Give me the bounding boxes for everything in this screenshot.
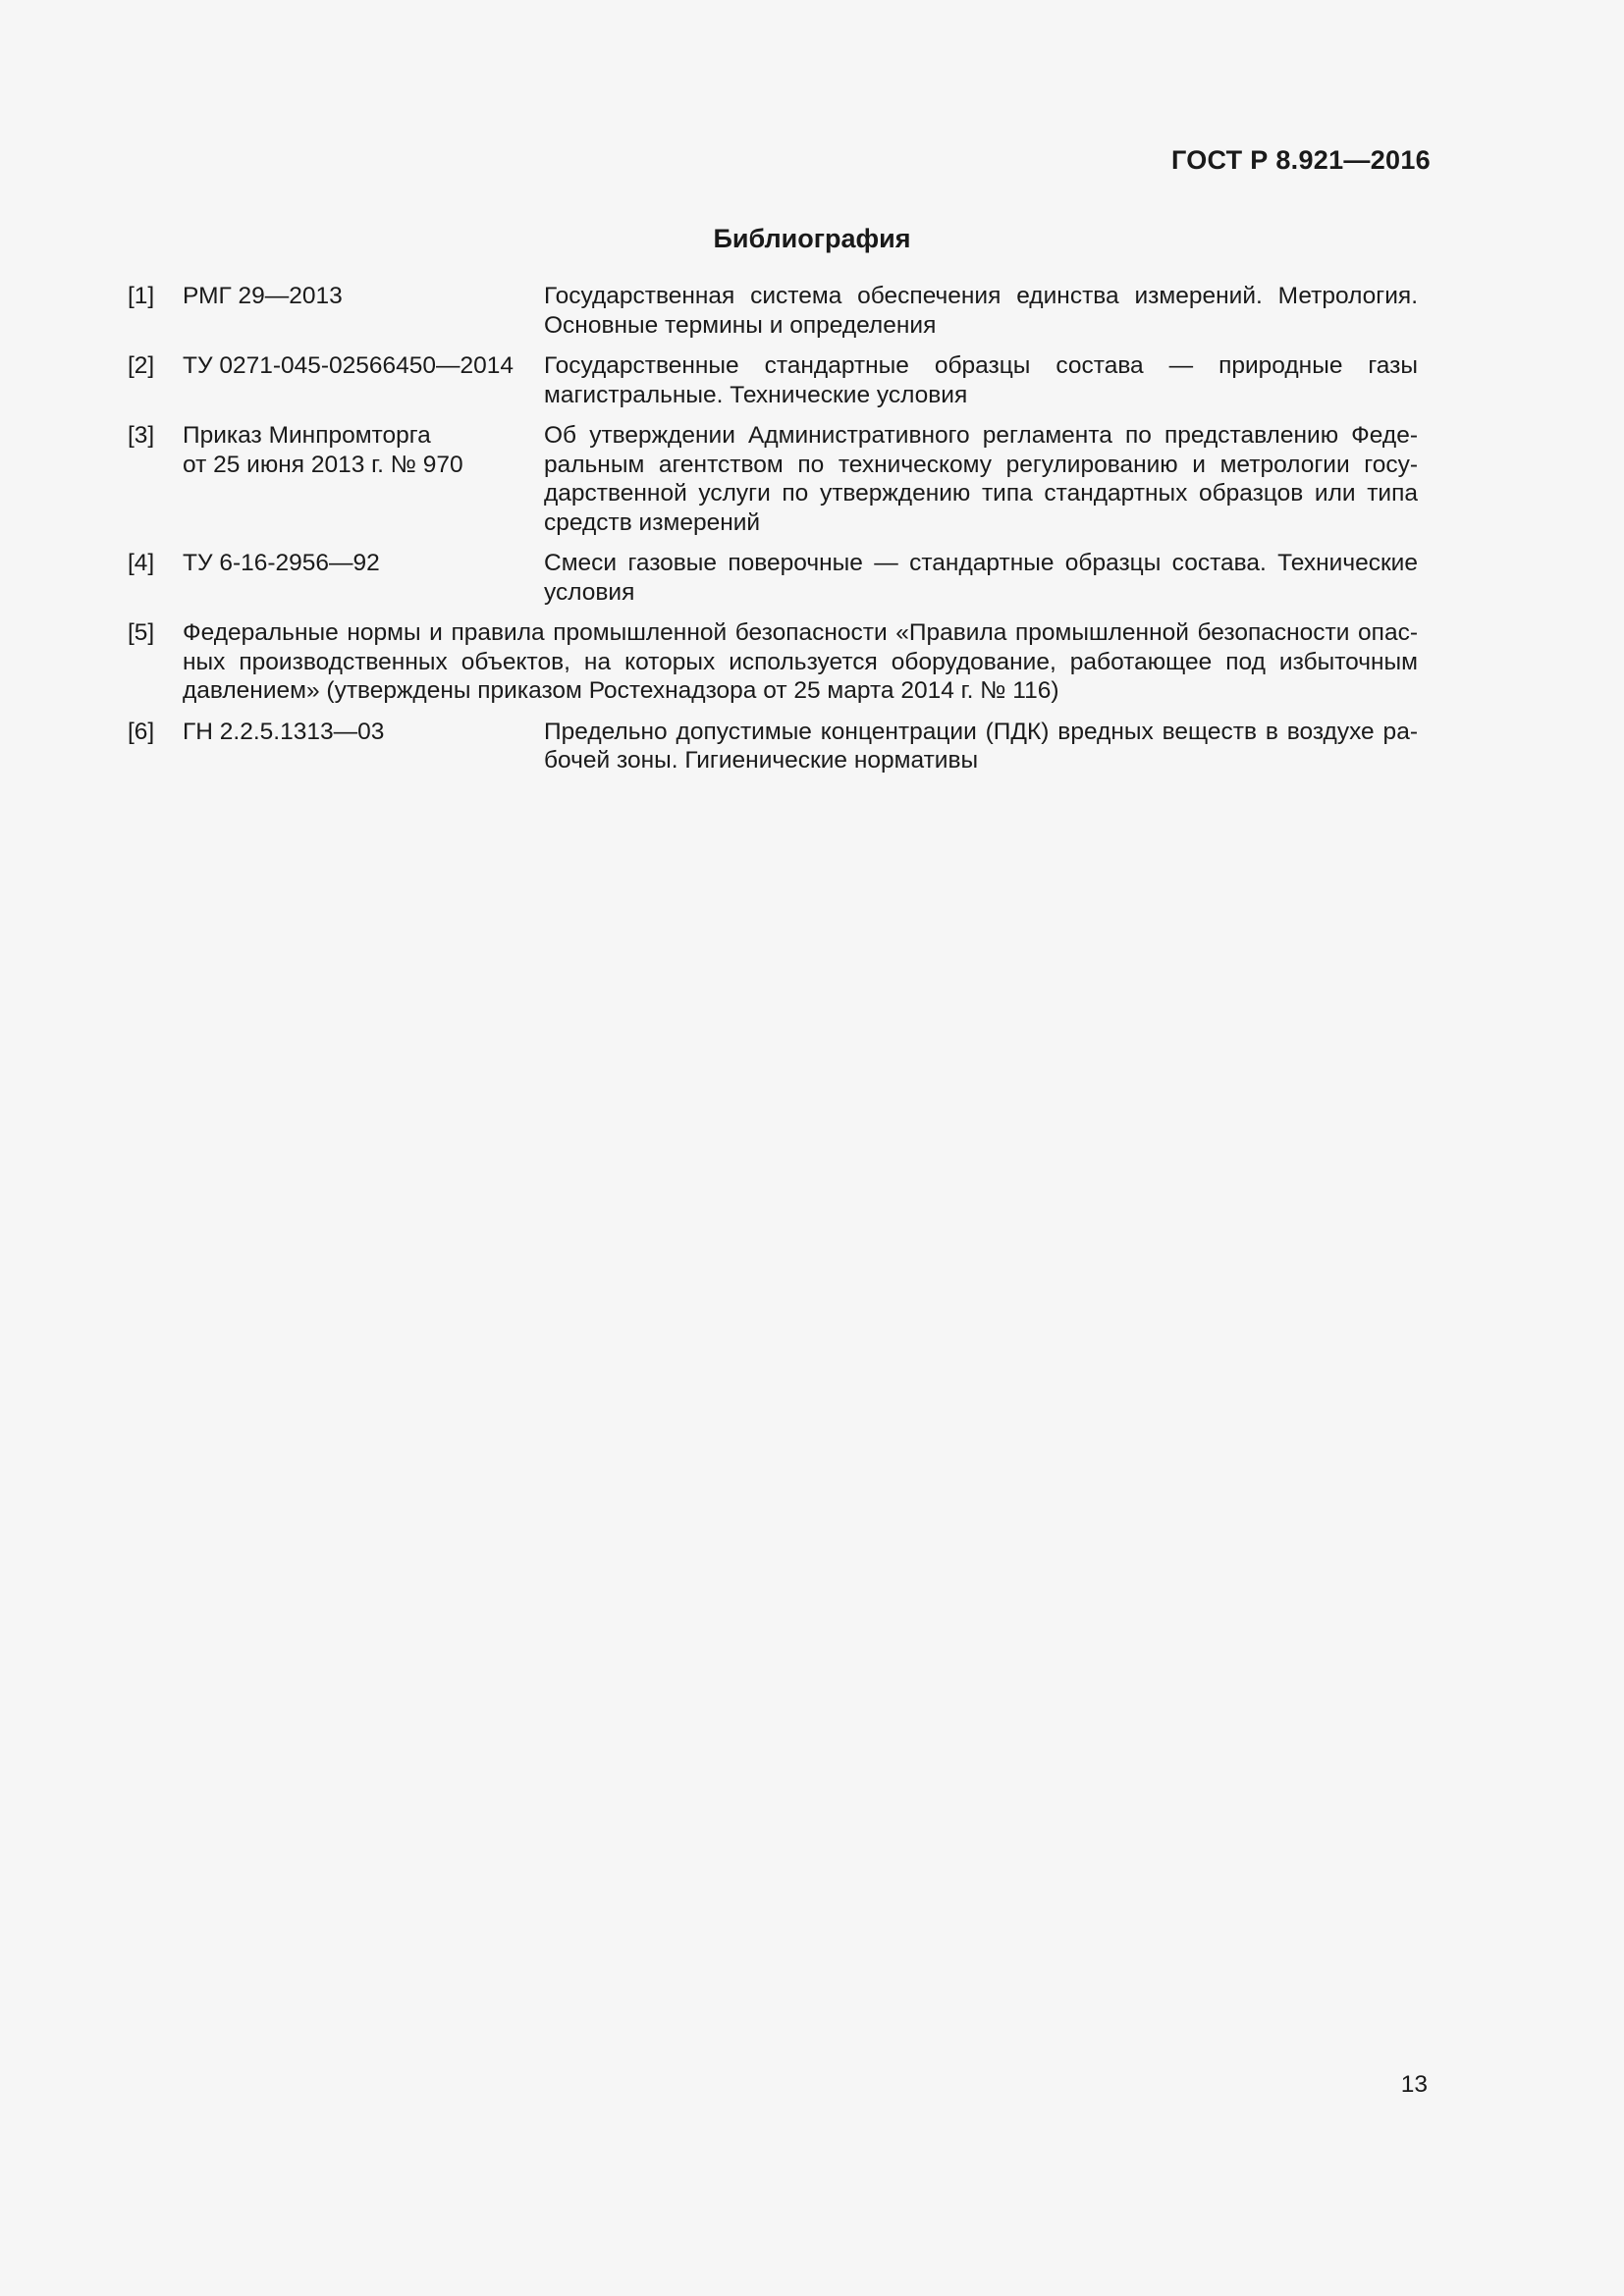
bibliography-entry-4: [128, 549, 1418, 607]
entry-description: Об утверждении Административного регламента по представлению Федеральным агентством по техническому регулированию и метрологии государственной услуги по утверждению типа стандартных образцов или типа средств измерений: [544, 422, 1418, 536]
entry-description: Федеральные нормы и правила промышленной безопасности «Правила промышленной безопасности опасных производственных объектов, на которых используется оборудование, работающее под избыточным давлением» (утверждены приказом Ростехнадзора от 25 марта 2014 г. № 116): [183, 619, 1418, 704]
bibliography-entry-5: [128, 618, 1418, 706]
entry-number: [4]: [128, 550, 155, 576]
entry-description: Государственная система обеспечения единства измерений. Метрология. Основные термины и определения: [544, 283, 1418, 339]
bibliography-entry-2: [128, 351, 1418, 409]
entry-number: [1]: [128, 283, 155, 309]
document-code-header: ГОСТ Р 8.921—2016: [1170, 145, 1431, 175]
entry-reference-code: РМГ 29—2013: [183, 283, 343, 309]
entry-description: Предельно допустимые концентрации (ПДК) вредных веществ в воздухе рабочей зоны. Гигиенические нормативы: [544, 718, 1418, 774]
entry-description: Смеси газовые поверочные — стандартные образцы состава. Технические условия: [544, 550, 1418, 606]
entry-reference-code: ТУ 6-16-2956—92: [183, 550, 380, 576]
entry-number: [2]: [128, 352, 155, 379]
entry-reference-code: ГН 2.2.5.1313—03: [183, 718, 385, 745]
bibliography-entry-1: [128, 282, 1418, 340]
bibliography-list: [128, 282, 1418, 787]
entry-number: [6]: [128, 718, 155, 745]
entry-description: Государственные стандартные образцы состава — природные газы магистральные. Технические условия: [544, 352, 1418, 408]
bibliography-title: Библиография: [713, 224, 911, 253]
entry-number: [3]: [128, 422, 155, 449]
page-number: 13: [1400, 2071, 1428, 2098]
entry-reference-code: ТУ 0271-045-02566450—2014: [183, 352, 514, 379]
bibliography-entry-3: [128, 421, 1418, 537]
entry-reference-code: Приказ Минпромторга от 25 июня 2013 г. № 970: [183, 422, 463, 478]
bibliography-entry-6: [128, 718, 1418, 775]
entry-number: [5]: [128, 619, 155, 646]
